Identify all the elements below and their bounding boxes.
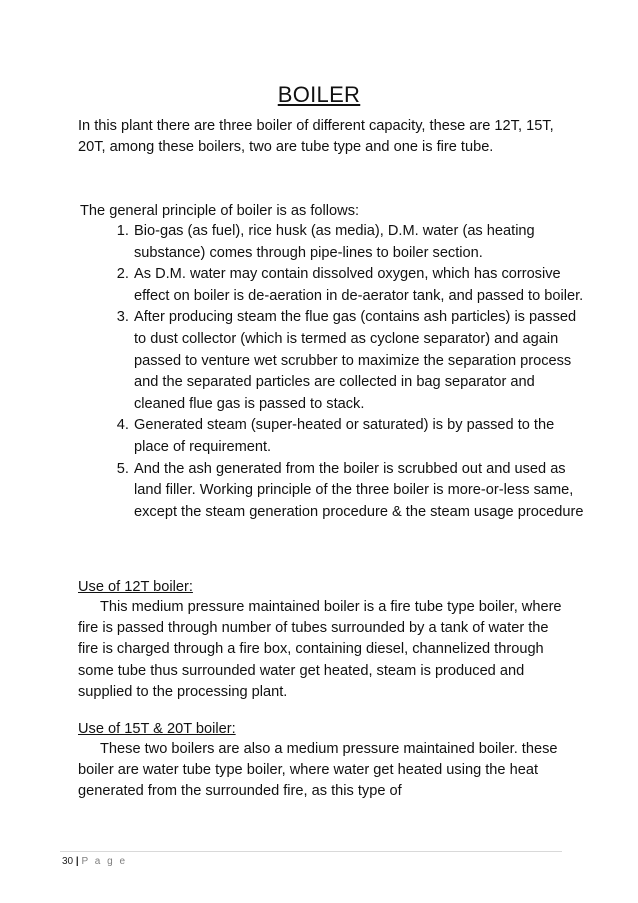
section-heading-12t: Use of 12T boiler: bbox=[78, 579, 193, 595]
page-title: BOILER bbox=[277, 82, 361, 107]
page-footer bbox=[62, 856, 127, 867]
section-body-12t bbox=[78, 597, 566, 703]
footer-divider bbox=[60, 851, 562, 852]
footer-separator: | bbox=[75, 856, 79, 867]
section-body-12t-text: This medium pressure maintained boiler is a fire tube type boiler, where fire is passed through number of tubes surrounded by a tank of water the fire is charged through a fire box, containing diesel, channelized through some tube thus surrounded water get heated, steam is produced and supplied to the processing plant. bbox=[78, 599, 562, 700]
page-number: 30 bbox=[62, 856, 74, 867]
principle-intro: The general principle of boiler is as follows: bbox=[80, 203, 360, 219]
section-heading-15t-20t: Use of 15T & 20T boiler: bbox=[78, 721, 236, 737]
section-body-15t-20t bbox=[78, 739, 566, 803]
list-item: 3. After producing steam the flue gas (contains ash particles) is passed to dust collector (which is termed as cyclone separator) and again passed to venture wet scrubber to maximize the separation process and the separated particles are collected in bag separator and cleaned flue gas is passed to stack. bbox=[133, 307, 588, 415]
page-label: P a g e bbox=[81, 856, 128, 867]
principle-steps-list bbox=[108, 221, 588, 523]
list-item: 1. Bio-gas (as fuel), rice husk (as media), D.M. water (as heating substance) comes through pipe-lines to boiler section. bbox=[133, 221, 588, 264]
list-item: 4. Generated steam (super-heated or saturated) is by passed to the place of requirement. bbox=[133, 415, 588, 458]
list-item: 2. As D.M. water may contain dissolved oxygen, which has corrosive effect on boiler is de-aeration in de-aerator tank, and passed to boiler. bbox=[133, 264, 588, 307]
section-body-15t-20t-text: These two boilers are also a medium pressure maintained boiler. these boiler are water tube type boiler, where water get heated using the heat generated from the surrounded fire, as this type of bbox=[78, 741, 558, 800]
list-item: 5. And the ash generated from the boiler is scrubbed out and used as land filler. Working principle of the three boiler is more-or-less same, except the steam generation procedure & the steam usage procedure bbox=[133, 459, 588, 524]
intro-paragraph: In this plant there are three boiler of different capacity, these are 12T, 15T, 20T, among these boilers, two are tube type and one is fire tube. bbox=[78, 118, 554, 156]
